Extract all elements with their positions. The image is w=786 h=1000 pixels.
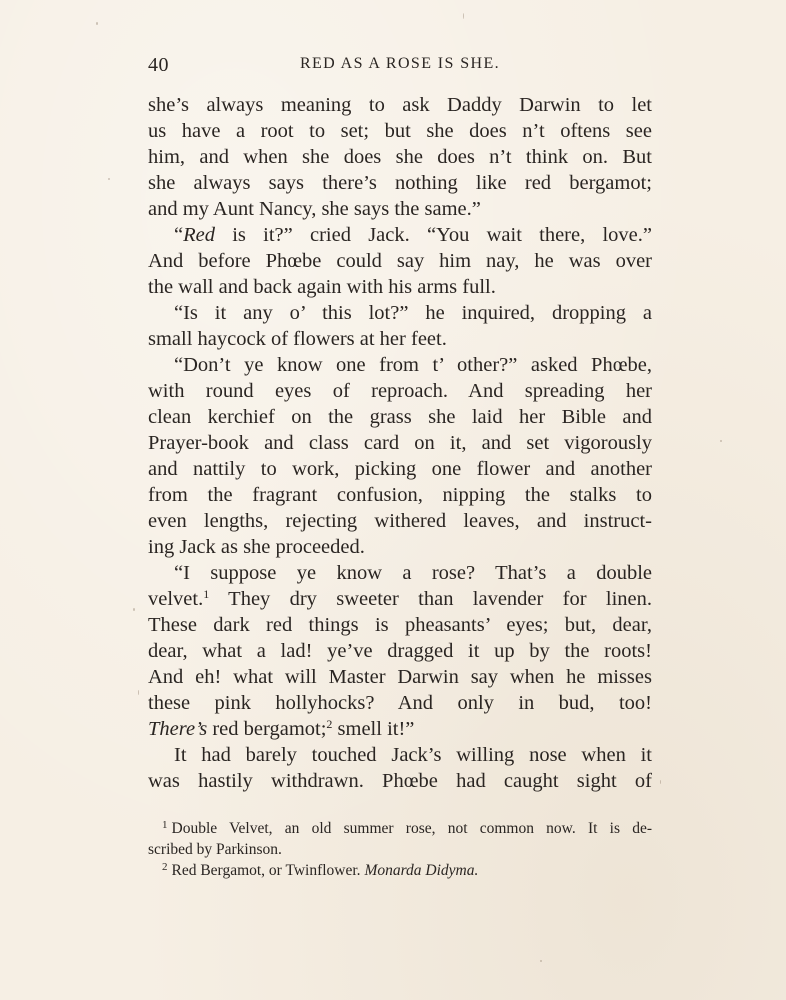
text-line: velvet.$^1$ They dry sweeter than lavender for linen. bbox=[148, 587, 652, 610]
paper-speck bbox=[660, 780, 661, 784]
page-header bbox=[148, 54, 652, 80]
text-line: “Red is it?” cried Jack. “You wait there, love.” bbox=[174, 224, 652, 246]
text-line: “Is it any o’ this lot?” he inquired, dropping a bbox=[174, 302, 652, 324]
footnote-2: $^2$ Red Bergamot, or Twinflower. Monarda Didyma. bbox=[162, 861, 479, 879]
text-line: she always says there’s nothing like red bergamot; bbox=[148, 172, 652, 194]
text-line: ing Jack as she proceeded. bbox=[148, 536, 365, 558]
footnotes bbox=[148, 818, 652, 881]
footnote-ref: 1 bbox=[203, 587, 210, 601]
body-text bbox=[148, 92, 652, 794]
running-title: RED AS A ROSE IS SHE. bbox=[299, 55, 501, 72]
footnote-1-continued: scribed by Parkinson. bbox=[148, 841, 282, 858]
text-line: And eh! what will Master Darwin say when he misses bbox=[148, 666, 652, 688]
text-line: these pink hollyhocks? And only in bud, too! bbox=[148, 692, 652, 714]
text-line: clean kerchief on the grass she laid her Bible and bbox=[148, 406, 652, 428]
italic-word: Red bbox=[183, 224, 215, 246]
text-line: small haycock of flowers at her feet. bbox=[148, 328, 447, 350]
text-line: she’s always meaning to ask Daddy Darwin to let bbox=[148, 94, 652, 116]
text-line: “Don’t ye know one from t’ other?” asked Phœbe, bbox=[174, 354, 652, 376]
text-line: us have a root to set; but she does n’t oftens see bbox=[148, 120, 652, 142]
text-line: even lengths, rejecting withered leaves, and instruct- bbox=[148, 510, 652, 532]
paper-speck bbox=[96, 22, 98, 25]
text-line: There’s red bergamot;$^2$ smell it!” bbox=[148, 717, 415, 740]
paper-speck bbox=[138, 690, 139, 695]
text-line: the wall and back again with his arms full. bbox=[148, 276, 496, 298]
paper-speck bbox=[463, 13, 464, 19]
paper-speck bbox=[720, 440, 722, 442]
text-line: And before Phœbe could say him nay, he was over bbox=[148, 250, 652, 272]
footnote-marker: 1 bbox=[162, 819, 168, 831]
paper-speck bbox=[108, 178, 110, 180]
italic-word: There’s bbox=[148, 718, 208, 740]
text-line: It had barely touched Jack’s willing nose when it bbox=[174, 744, 652, 766]
text-line: Prayer-book and class card on it, and set vigorously bbox=[148, 432, 652, 454]
text-line: him, and when she does she does n’t think on. But bbox=[148, 146, 652, 168]
text-line: from the fragrant confusion, nipping the stalks to bbox=[148, 484, 652, 506]
footnote-ref: 2 bbox=[326, 717, 333, 731]
footnote-marker: 2 bbox=[162, 861, 168, 873]
latin-name: Monarda Didyma. bbox=[364, 862, 479, 879]
text-line: and nattily to work, picking one flower and another bbox=[148, 458, 652, 480]
text-line: dear, what a lad! ye’ve dragged it up by the roots! bbox=[148, 640, 652, 662]
paper-speck bbox=[133, 608, 135, 611]
text-line: with round eyes of reproach. And spreading her bbox=[148, 380, 652, 402]
text-line: was hastily withdrawn. Phœbe had caught sight of bbox=[148, 770, 652, 792]
footnote-1: $^1$ Double Velvet, an old summer rose, not common now. It is de- bbox=[162, 819, 652, 837]
text-line: and my Aunt Nancy, she says the same.” bbox=[148, 198, 481, 220]
text-line: “I suppose ye know a rose? That’s a double bbox=[174, 562, 652, 584]
page-number: 40 bbox=[148, 54, 169, 76]
text-line: These dark red things is pheasants’ eyes; but, dear, bbox=[148, 614, 652, 636]
paper-speck bbox=[540, 960, 542, 962]
